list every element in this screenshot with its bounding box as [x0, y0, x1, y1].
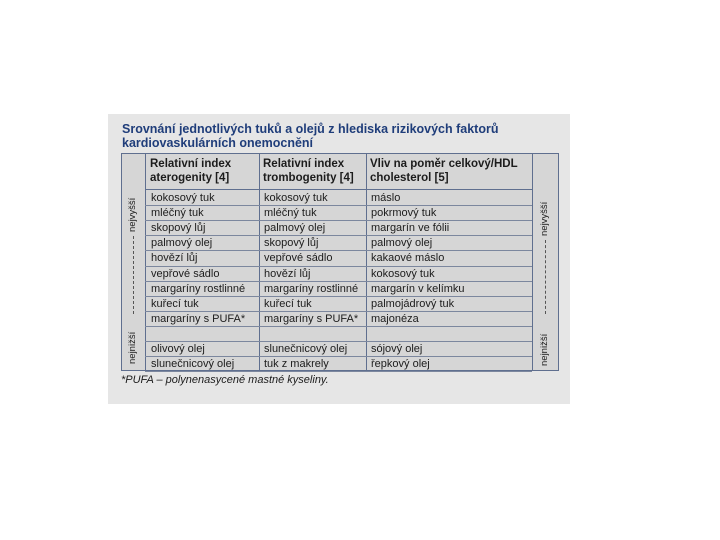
table-cell-cholesterol: palmojádrový tuk: [371, 297, 455, 310]
table-cell-aterogenity: olivový olej: [151, 343, 205, 355]
table-cell-cholesterol: palmový olej: [371, 237, 433, 250]
column-divider: [145, 153, 146, 371]
table-cell-cholesterol: majonéza: [371, 312, 419, 325]
table-cell-aterogenity: palmový olej: [151, 237, 213, 250]
table-cell-aterogenity: vepřové sádlo: [151, 267, 220, 280]
row-divider: [145, 250, 532, 251]
header-divider: [145, 189, 532, 190]
table-cell-cholesterol: kokosový tuk: [371, 267, 435, 280]
table-cell-cholesterol: pokrmový tuk: [371, 207, 437, 220]
table-cell-trombogenity: mléčný tuk: [264, 207, 317, 220]
table-cell-trombogenity: vepřové sádlo: [264, 252, 333, 265]
header-cholesterol: Vliv na poměr celkový/HDL cholesterol [5]: [370, 158, 518, 184]
column-divider: [259, 153, 260, 371]
table-cell-trombogenity: skopový lůj: [264, 237, 319, 250]
table-cell-cholesterol: margarín v kelímku: [371, 282, 465, 295]
column-divider: [532, 153, 533, 371]
row-divider: [145, 371, 532, 372]
footnote: *PUFA – polynenasycené mastné kyseliny.: [121, 374, 329, 386]
table-cell-cholesterol: řepkový olej: [371, 358, 430, 371]
header-trombogenity: Relativní index trombogenity [4]: [263, 158, 354, 184]
table-title: Srovnání jednotlivých tuků a olejů z hlediska rizikových faktorů kardiovaskulárních onemocnění: [122, 122, 499, 150]
table-cell-trombogenity: palmový olej: [264, 222, 326, 235]
left-scale-line: [133, 236, 135, 314]
table-cell-cholesterol: máslo: [371, 192, 401, 204]
table-cell-aterogenity: kokosový tuk: [151, 192, 215, 204]
table-cell-trombogenity: margaríny s PUFA*: [264, 312, 359, 325]
right-scale-line: [545, 240, 547, 314]
table-cell-aterogenity: mléčný tuk: [151, 207, 204, 220]
table-cell-trombogenity: kuřecí tuk: [264, 297, 312, 310]
table-cell-trombogenity: slunečnicový olej: [264, 343, 348, 355]
table-cell-aterogenity: skopový lůj: [151, 222, 206, 235]
table-cell-trombogenity: margaríny rostlinné: [264, 282, 359, 295]
right-label-lowest: nejnižší: [539, 333, 550, 366]
table-cell-aterogenity: hovězí lůj: [151, 252, 198, 265]
row-divider: [145, 326, 532, 327]
column-divider: [366, 153, 367, 371]
table-cell-aterogenity: margaríny s PUFA*: [151, 312, 246, 325]
table-cell-cholesterol: margarín ve fólii: [371, 222, 450, 235]
left-label-highest: nejvyšší: [127, 197, 138, 232]
table-cell-trombogenity: hovězí lůj: [264, 267, 311, 280]
header-aterogenity: Relativní index aterogenity [4]: [150, 158, 232, 184]
table-cell-trombogenity: kokosový tuk: [264, 192, 328, 204]
row-divider: [145, 296, 532, 297]
table-cell-aterogenity: slunečnicový olej: [151, 358, 235, 371]
left-label-lowest: nejnižší: [127, 331, 138, 364]
table-cell-aterogenity: kuřecí tuk: [151, 297, 199, 310]
table-cell-cholesterol: sójový olej: [371, 343, 423, 355]
table-cell-cholesterol: kakaové máslo: [371, 252, 445, 265]
right-label-highest: nejvyšší: [539, 201, 550, 236]
table-cell-aterogenity: margaríny rostlinné: [151, 282, 246, 295]
table-cell-trombogenity: tuk z makrely: [264, 358, 329, 371]
